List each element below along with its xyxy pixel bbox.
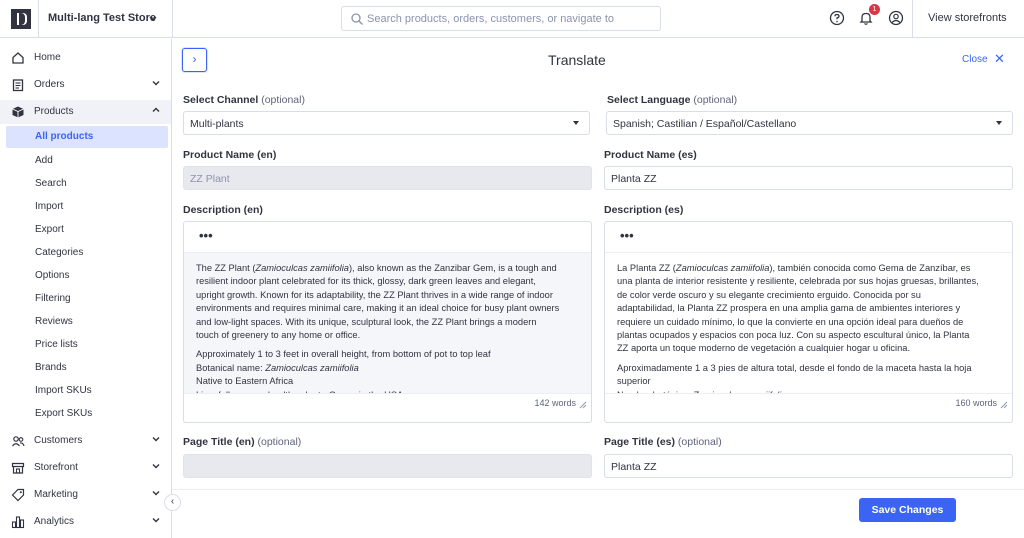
orders-icon [11,78,25,92]
sidebar-subitem-label: Add [35,155,53,166]
description-es-text-area[interactable] [605,253,1012,393]
sidebar-item-label: Customers [34,435,83,446]
collapse-sidebar-chevron-left-icon[interactable]: ‹ [164,494,181,511]
text-run-italic: Zamioculcas zamiifolia [265,362,359,373]
sidebar-subitem-label: Import SKUs [35,385,92,396]
sidebar-subitem-label: All products [35,131,94,142]
bigcommerce-logo-icon[interactable] [11,9,31,29]
sidebar-subitem-label: Export [35,224,64,235]
store-name[interactable]: Multi-lang Test Store [48,12,156,24]
description-en-text-area[interactable] [184,253,591,393]
sidebar-subitem-options[interactable] [6,265,168,287]
sidebar-subitem-label: Search [35,178,67,189]
text-line [196,362,576,375]
product-name-en-value: ZZ Plant [190,173,230,185]
editor-toolbar [605,222,1012,253]
text-line: Approximately 1 to 3 feet in overall height, from bottom of pot to top leaf [196,349,491,360]
expand-chevron-right-icon[interactable]: › [182,48,207,72]
sidebar-subitem-add[interactable] [6,150,168,172]
search-input[interactable] [367,7,657,30]
chevron-down-icon [151,488,161,498]
divider [172,0,173,38]
product-name-es-value: Planta ZZ [611,173,657,185]
more-options-icon[interactable]: ••• [199,228,213,243]
text-line: una planta de interior resistente y resiliente, celebrada por sus hojas gruesas, brillantes, [617,276,979,287]
word-count: 142 words [534,398,576,408]
product-name-es-field[interactable] [604,166,1013,190]
label-text: Page Title (es) [604,436,675,448]
description-paragraph [196,262,576,342]
sidebar-subitem-label: Brands [35,362,67,373]
optional-text: (optional) [693,94,738,106]
sidebar-item-label: Orders [34,79,65,90]
page-title-es-value: Planta ZZ [611,461,657,473]
sidebar [0,39,172,538]
sidebar-item-customers[interactable] [0,429,171,453]
text-run-italic: Zamioculcas zamiifolia [675,263,770,273]
sidebar-item-analytics[interactable] [0,510,171,534]
text-run: ), también conocida como Gema de Zanzíbar, es [769,263,971,273]
optional-text: (optional) [261,94,305,106]
sidebar-subitem-label: Categories [35,247,84,258]
product-name-en-label: Product Name (en) [183,149,277,161]
text-line: de color verde oscuro y su elegante crecimiento erguido. Conocida por su [617,289,921,300]
text-line: upright growth. Known for its adaptability, the ZZ Plant thrives in a wide range of indoor [196,289,553,300]
sidebar-item-label: Analytics [34,516,75,527]
text-run: Botanical name: [196,362,266,373]
language-select-value: Spanish; Castilian / Español/Castellano [613,118,797,130]
description-en-editor[interactable] [183,221,592,423]
text-run-italic: Zamioculcas zamiifolia [255,263,349,273]
sidebar-subitem-categories[interactable] [6,242,168,264]
sidebar-subitem-label: Options [35,270,70,281]
page-title-es-label [604,436,722,448]
text-line: touch of greenery to any home or office. [196,330,361,341]
chevron-down-icon [151,78,161,88]
description-paragraph [617,262,997,356]
editor-toolbar [184,222,591,253]
chevron-down-icon[interactable] [148,14,158,24]
sidebar-item-label: Products [34,106,74,117]
sidebar-subitem-import-skus[interactable] [6,380,168,402]
text-line: plantas ocupados y espacios con poca luz. Con su aspecto escultural único, la Planta [617,330,970,341]
translate-panel-header [172,39,1024,83]
description-es-content [617,262,997,402]
footer-divider [172,489,1024,490]
text-line: superior [617,376,651,387]
text-line: and low-light spaces. With its unique, sculptural look, the ZZ Plant brings a modern [196,316,537,327]
sidebar-item-home[interactable] [0,46,171,70]
search-icon [350,12,364,26]
sidebar-item-label: Marketing [34,489,78,500]
select-channel-label [183,94,305,106]
save-changes-button[interactable]: Save Changes [859,498,956,522]
sidebar-subitem-label: Reviews [35,316,73,327]
text-run: La Planta ZZ ( [617,263,676,273]
text-line: environments and requires minimal care, making it an ideal choice for busy plant owners [196,303,560,314]
text-run: ), also known as the Zanzibar Gem, is a tough and [348,263,557,273]
page-title-es-field[interactable] [604,454,1013,478]
storefront-icon [11,461,25,475]
editor-footer [184,393,591,412]
tag-icon [11,488,25,502]
label-text: Select Channel [183,94,259,106]
sidebar-subitem-reviews[interactable] [6,311,168,333]
sidebar-item-products[interactable] [0,100,171,124]
sidebar-subitem-label: Filtering [35,293,71,304]
sidebar-subitem-label: Import [35,201,64,212]
chevron-down-icon [151,461,161,471]
channel-select[interactable] [183,111,590,135]
page-title-en-field [183,454,592,478]
language-select[interactable] [606,111,1013,135]
label-text: Page Title (en) [183,436,255,448]
optional-text: (optional) [257,436,302,448]
description-es-editor[interactable] [604,221,1013,423]
home-icon [11,51,25,65]
sidebar-subitem-all-products[interactable] [6,126,168,148]
product-name-en-field [183,166,592,190]
description-en-label: Description (en) [183,204,263,216]
sidebar-subitem-price-lists[interactable] [6,334,168,356]
analytics-icon [11,515,25,529]
editor-footer [605,393,1012,412]
top-bar [0,0,1024,38]
notification-badge: 1 [869,4,880,15]
sidebar-item-marketing[interactable] [0,483,171,507]
sidebar-subitem-filtering[interactable] [6,288,168,310]
channel-select-value: Multi-plants [190,118,244,130]
sidebar-subitem-import[interactable] [6,196,168,218]
optional-text: (optional) [677,436,722,448]
text-line: requiere un cuidado mínimo, lo que la convierte en una opción ideal para dueños de [617,316,964,327]
word-count: 160 words [955,398,997,408]
help-icon[interactable] [829,10,845,26]
product-name-es-label: Product Name (es) [604,149,697,161]
chevron-down-icon [151,434,161,444]
sidebar-item-label: Storefront [34,462,78,473]
text-line: Aproximadamente 1 a 3 pies de altura total, desde el fondo de la maceta hasta la hoja [617,362,972,373]
description-es-label: Description (es) [604,204,684,216]
label-text: Select Language [607,94,691,106]
sidebar-subitem-search[interactable] [6,173,168,195]
sidebar-item-orders[interactable] [0,73,171,97]
sidebar-item-label: Home [34,52,61,63]
more-options-icon[interactable]: ••• [620,228,634,243]
resize-handle-icon[interactable] [1000,401,1008,409]
resize-handle-icon[interactable] [579,401,587,409]
sidebar-subitem-brands[interactable] [6,357,168,379]
sidebar-subitem-label: Export SKUs [35,408,93,419]
divider [38,0,39,38]
sidebar-item-storefront[interactable] [0,456,171,480]
sidebar-subitem-label: Price lists [35,339,78,350]
caret-down-icon [996,121,1002,125]
box-icon [11,105,25,119]
description-en-content [196,262,576,402]
chevron-up-icon [151,105,161,115]
text-line: Native to Eastern Africa [196,376,294,387]
page-title-en-label [183,436,301,448]
text-line: resilient indoor plant celebrated for its thick, glossy, dark green leaves and elegant, [196,276,536,287]
divider [912,0,913,38]
sidebar-subitem-export-skus[interactable] [6,403,168,425]
text-line: ZZ aporta un toque moderno de vegetación a cualquier hogar u oficina. [617,343,911,354]
text-run: The ZZ Plant ( [196,263,256,273]
chevron-down-icon [151,515,161,525]
user-icon[interactable] [888,10,904,26]
view-storefronts-button[interactable]: View storefronts [928,12,1007,24]
search-box[interactable] [341,6,661,31]
close-icon[interactable]: ✕ [994,51,1005,66]
select-language-label [607,94,737,106]
close-button[interactable]: Close [962,54,988,65]
panel-title: Translate [548,52,606,68]
caret-down-icon [573,121,579,125]
text-line: adaptabilidad, la Planta ZZ prospera en una amplia gama de ambientes interiores y [617,303,961,314]
customers-icon [11,434,25,448]
sidebar-subitem-export[interactable] [6,219,168,241]
